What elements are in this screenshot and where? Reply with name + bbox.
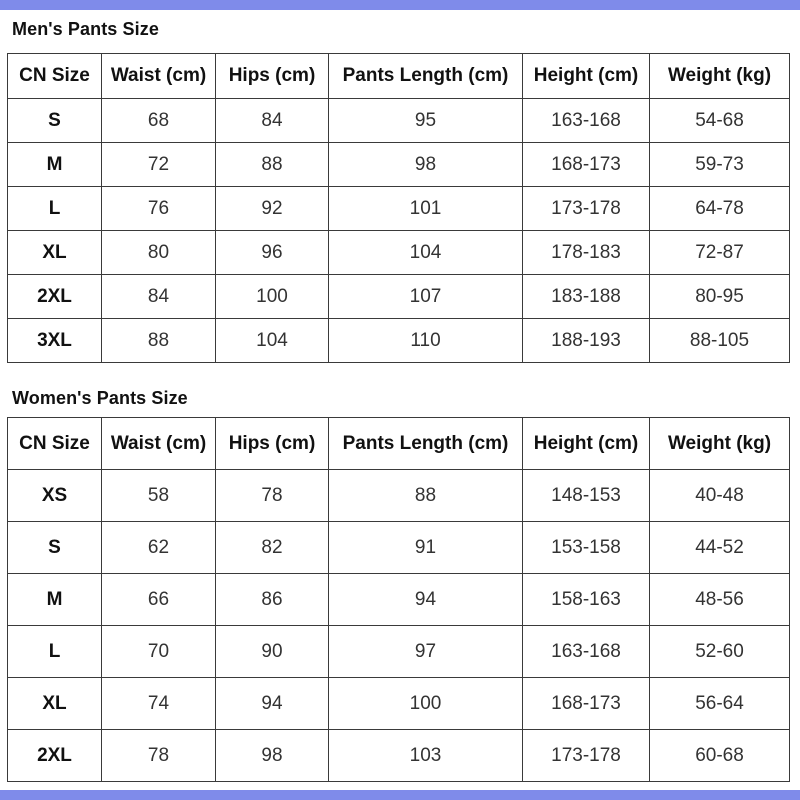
column-header-pants-length: Pants Length (cm)	[329, 418, 523, 470]
pants-length-cell: 107	[329, 275, 523, 319]
column-header-cn-size: CN Size	[8, 54, 102, 99]
size-cell: 2XL	[8, 275, 102, 319]
pants-length-cell: 103	[329, 730, 523, 782]
column-header-hips: Hips (cm)	[216, 54, 329, 99]
pants-length-cell: 100	[329, 678, 523, 730]
table-row	[8, 522, 790, 574]
height-cell: 183-188	[523, 275, 650, 319]
column-header-hips: Hips (cm)	[216, 418, 329, 470]
size-cell: S	[8, 522, 102, 574]
column-header-weight: Weight (kg)	[650, 54, 790, 99]
weight-cell: 88-105	[650, 319, 790, 363]
size-cell: XL	[8, 678, 102, 730]
weight-cell: 56-64	[650, 678, 790, 730]
weight-cell: 72-87	[650, 231, 790, 275]
hips-cell: 104	[216, 319, 329, 363]
weight-cell: 80-95	[650, 275, 790, 319]
hips-cell: 96	[216, 231, 329, 275]
height-cell: 158-163	[523, 574, 650, 626]
weight-cell: 59-73	[650, 143, 790, 187]
hips-cell: 88	[216, 143, 329, 187]
weight-cell: 44-52	[650, 522, 790, 574]
pants-length-cell: 91	[329, 522, 523, 574]
column-header-height: Height (cm)	[523, 418, 650, 470]
mens-section-title: Men's Pants Size	[12, 19, 159, 39]
weight-cell: 60-68	[650, 730, 790, 782]
size-cell: 2XL	[8, 730, 102, 782]
table-row	[8, 99, 790, 143]
womens-section-title: Women's Pants Size	[12, 388, 188, 408]
waist-cell: 88	[102, 319, 216, 363]
height-cell: 173-178	[523, 187, 650, 231]
height-cell: 153-158	[523, 522, 650, 574]
table-row	[8, 678, 790, 730]
table-row	[8, 275, 790, 319]
table-row	[8, 231, 790, 275]
height-cell: 168-173	[523, 143, 650, 187]
hips-cell: 100	[216, 275, 329, 319]
weight-cell: 52-60	[650, 626, 790, 678]
hips-cell: 94	[216, 678, 329, 730]
pants-length-cell: 95	[329, 99, 523, 143]
pants-length-cell: 88	[329, 470, 523, 522]
pants-length-cell: 104	[329, 231, 523, 275]
mens-table-body	[8, 99, 790, 363]
waist-cell: 78	[102, 730, 216, 782]
waist-cell: 66	[102, 574, 216, 626]
waist-cell: 68	[102, 99, 216, 143]
column-header-pants-length: Pants Length (cm)	[329, 54, 523, 99]
size-cell: L	[8, 187, 102, 231]
table-row	[8, 730, 790, 782]
hips-cell: 86	[216, 574, 329, 626]
column-header-cn-size: CN Size	[8, 418, 102, 470]
table-row	[8, 470, 790, 522]
column-header-weight: Weight (kg)	[650, 418, 790, 470]
table-row	[8, 319, 790, 363]
column-header-height: Height (cm)	[523, 54, 650, 99]
waist-cell: 80	[102, 231, 216, 275]
height-cell: 188-193	[523, 319, 650, 363]
hips-cell: 90	[216, 626, 329, 678]
bottom-border-bar	[0, 790, 800, 800]
weight-cell: 54-68	[650, 99, 790, 143]
waist-cell: 62	[102, 522, 216, 574]
waist-cell: 70	[102, 626, 216, 678]
column-header-waist: Waist (cm)	[102, 418, 216, 470]
womens-size-table	[7, 417, 790, 782]
size-cell: XS	[8, 470, 102, 522]
size-cell: S	[8, 99, 102, 143]
waist-cell: 58	[102, 470, 216, 522]
pants-length-cell: 97	[329, 626, 523, 678]
waist-cell: 72	[102, 143, 216, 187]
hips-cell: 98	[216, 730, 329, 782]
top-border-bar	[0, 0, 800, 10]
table-header-row	[8, 54, 790, 99]
pants-length-cell: 98	[329, 143, 523, 187]
height-cell: 173-178	[523, 730, 650, 782]
size-cell: L	[8, 626, 102, 678]
size-cell: 3XL	[8, 319, 102, 363]
table-row	[8, 574, 790, 626]
table-row	[8, 626, 790, 678]
table-row	[8, 187, 790, 231]
height-cell: 178-183	[523, 231, 650, 275]
size-cell: M	[8, 143, 102, 187]
hips-cell: 78	[216, 470, 329, 522]
mens-size-table	[7, 53, 790, 363]
height-cell: 163-168	[523, 99, 650, 143]
height-cell: 168-173	[523, 678, 650, 730]
height-cell: 148-153	[523, 470, 650, 522]
size-cell: M	[8, 574, 102, 626]
womens-table-body	[8, 470, 790, 782]
pants-length-cell: 110	[329, 319, 523, 363]
weight-cell: 64-78	[650, 187, 790, 231]
waist-cell: 76	[102, 187, 216, 231]
weight-cell: 48-56	[650, 574, 790, 626]
hips-cell: 92	[216, 187, 329, 231]
pants-length-cell: 94	[329, 574, 523, 626]
weight-cell: 40-48	[650, 470, 790, 522]
waist-cell: 84	[102, 275, 216, 319]
table-header-row	[8, 418, 790, 470]
column-header-waist: Waist (cm)	[102, 54, 216, 99]
size-cell: XL	[8, 231, 102, 275]
pants-length-cell: 101	[329, 187, 523, 231]
waist-cell: 74	[102, 678, 216, 730]
height-cell: 163-168	[523, 626, 650, 678]
hips-cell: 82	[216, 522, 329, 574]
hips-cell: 84	[216, 99, 329, 143]
table-row	[8, 143, 790, 187]
